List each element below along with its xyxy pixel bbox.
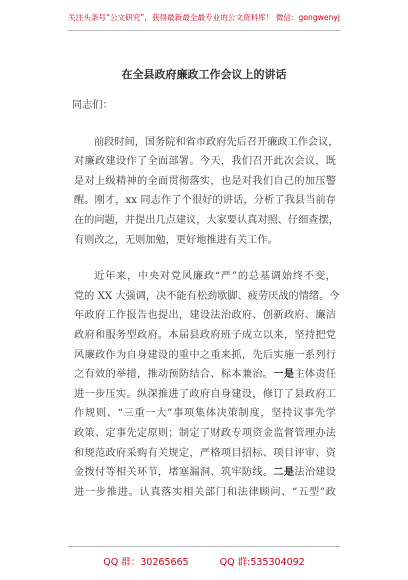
paragraph-line: 政策、定事先定原则；制定了财政专项资金监督管理办法 — [74, 427, 336, 439]
line-text: 主体责任 — [294, 369, 337, 381]
paragraph-line: 进一步推进。认真落实相关部门和法律顾问、“五型”政 — [74, 486, 336, 498]
document-title: 在全县政府廉政工作会议上的讲话 — [121, 68, 287, 81]
paragraph-line: 醒。刚才，xx 同志作了个很好的讲话，分析了我县当前存 — [74, 195, 336, 207]
paragraph-line: 在的问题，并提出几点建议，大家要认真对照、仔细查摆， — [74, 214, 339, 226]
qq-label: QQ 群:535304092 — [219, 557, 305, 568]
paragraph-line: 党的 XX 大强调，决不能有松劲歇脚、疲劳厌战的情绪。今 — [74, 290, 340, 302]
emphasis-marker: 一是 — [273, 368, 295, 381]
paragraph-line: 和规范政府采购有关规定，严格项目招标、项目评审、资 — [74, 447, 336, 459]
paragraph-line: 风廉政作为自身建设的重中之重来抓，先后实施一系列行 — [74, 349, 336, 361]
paragraph-line: 有则改之，无则加勉，更好地推进有关工作。 — [74, 234, 278, 246]
paragraph-line: 政府和服务型政府。本届县政府班子成立以来，坚持把党 — [74, 329, 336, 341]
paragraph-line — [74, 463, 336, 483]
paragraph-line: 对廉政建设作了全面部署。今天，我们召开此次会议，既 — [74, 156, 336, 168]
paragraph-line: 年政府工作报告也提出，建设法治政府、创新政府、廉洁 — [74, 310, 336, 322]
line-text: 法治建设 — [294, 467, 337, 479]
paragraph-line — [74, 365, 336, 385]
paragraph-line: 前段时间，国务院和省市政府先后召开廉政工作会议， — [94, 136, 339, 148]
paragraph-line: 是对上级精神的全面贯彻落实，也是对我们自己的加压警 — [74, 175, 336, 187]
line-text: 之有效的举措，推动预防结合、标本兼治。 — [74, 369, 274, 381]
paragraph-line: 近年来，中央对党风廉政“严”的总基调始终不变， — [94, 271, 336, 283]
footer-divider — [68, 546, 340, 547]
paragraph-line: 进一步压实。纵深推进了政府自身建设，修订了县政府工 — [74, 388, 336, 400]
paragraph-line: 作规则、“三重一大”事项集体决策制度，坚持议事先学 — [74, 408, 336, 420]
header-note: 关注头条号“公文研究”，获得最新最全最专业的公文资料库！ 微信：gongwenyj — [68, 13, 340, 22]
qq-group-label: QQ 群：30265665 — [103, 557, 189, 568]
document-body — [72, 96, 340, 502]
header-divider — [68, 30, 340, 31]
line-text: 金拨付等相关环节，堵塞漏洞、筑牢防线。 — [74, 467, 274, 479]
footer — [0, 554, 408, 568]
emphasis-marker: 二是 — [273, 466, 295, 479]
salutation: 同志们： — [72, 100, 113, 111]
